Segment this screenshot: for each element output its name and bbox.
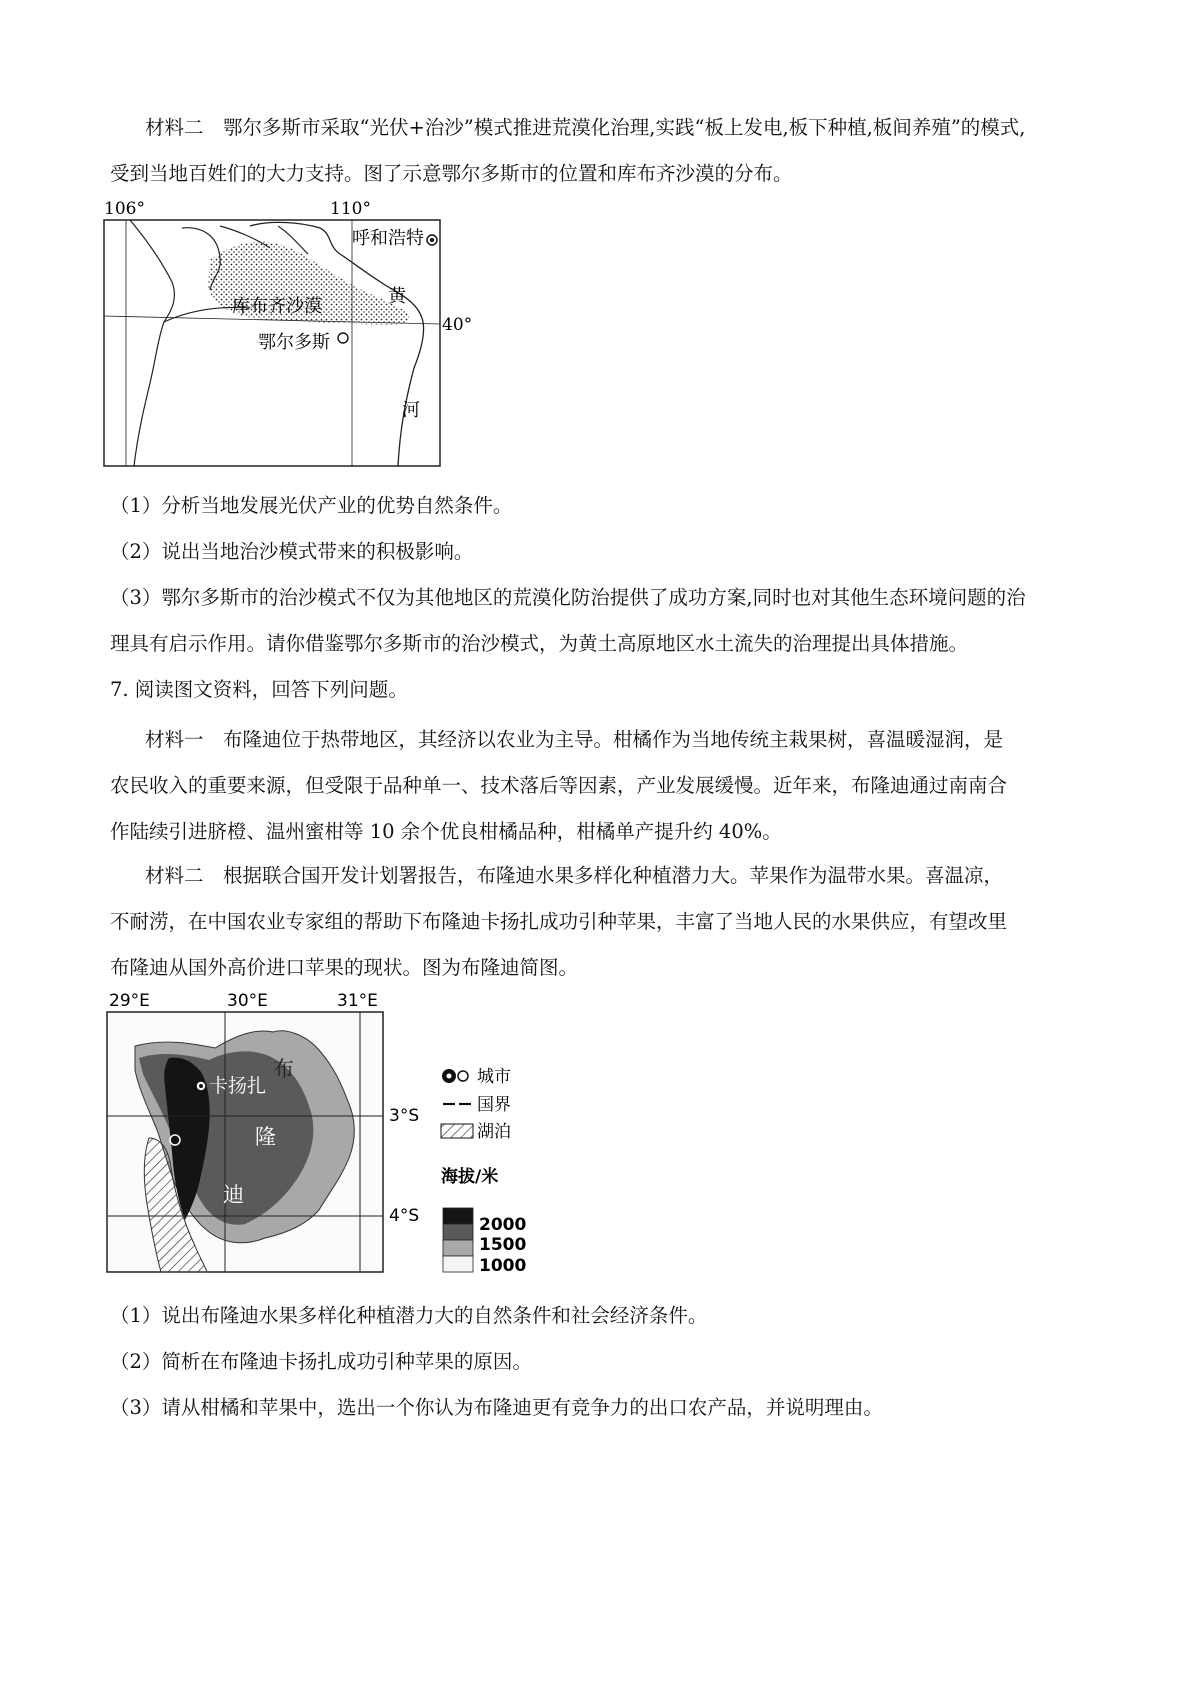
- q6-question-2: （2）说出当地治沙模式带来的积极影响。: [110, 540, 474, 563]
- q7-question-2: （2）简析在布隆迪卡扬扎成功引种苹果的原因。: [110, 1350, 532, 1373]
- legend-border-label: 国界: [477, 1095, 511, 1115]
- ordos-map-svg: [100, 198, 480, 470]
- q6-question-3-line1: （3）鄂尔多斯市的治沙模式不仅为其他地区的荒漠化防治提供了成功方案,同时也对其他生态环境问题的治: [110, 586, 1026, 609]
- legend-level-1000: 1000: [479, 1256, 527, 1276]
- q7-material2-line1: 材料二 根据联合国开发计划署报告，布隆迪水果多样化种植潜力大。苹果作为温带水果。喜温凉，: [145, 864, 1004, 887]
- country-label-1: 布: [273, 1057, 294, 1081]
- legend-swatch-top: [443, 1208, 473, 1224]
- legend-city-icon-open: [458, 1071, 468, 1081]
- west-boundary: [130, 220, 174, 466]
- hohhot-marker-dot: [430, 238, 434, 242]
- burundi-map-svg: [105, 988, 545, 1278]
- q7-title-end: 。: [388, 678, 408, 701]
- map-legend: [441, 1067, 526, 1276]
- q7-material1-line2: 农民收入的重要来源，但受限于品种单一、技术落后等因素，产业发展缓慢。近年来，布隆迪通过南南合: [110, 774, 1008, 797]
- lon-label-31e: 31°E: [337, 991, 378, 1011]
- q7-material1-line3: 作陆续引进脐橙、温州蜜柑等 10 余个优良柑橘品种，柑橘单产提升约 40%。: [110, 820, 782, 843]
- q7-title: [110, 674, 408, 702]
- q7-question-1: （1）说出布隆迪水果多样化种植潜力大的自然条件和社会经济条件。: [110, 1304, 708, 1327]
- q7-question-3: （3）请从柑橘和苹果中，选出一个你认为布隆迪更有竞争力的出口农产品，并说明理由。: [110, 1396, 883, 1419]
- kayanza-marker-dot: [199, 1084, 203, 1088]
- legend-swatch-3: [443, 1240, 473, 1256]
- q6-material2-line1: 材料二 鄂尔多斯市采取“光伏+治沙”模式推进荒漠化治理,实践“板上发电,板下种植,板间养殖”的模式,: [145, 116, 1026, 139]
- ordos-label: 鄂尔多斯: [258, 332, 330, 353]
- desert-label: 库布齐沙漠: [232, 296, 322, 317]
- river-label-he: 河: [402, 400, 420, 421]
- legend-level-1500: 1500: [479, 1235, 527, 1255]
- lat-label-3s: 3°S: [389, 1106, 420, 1126]
- legend-elevation-title: 海拔/米: [441, 1167, 499, 1187]
- q7-material2-line3: 布隆迪从国外高价进口苹果的现状。图为布隆迪简图。: [110, 956, 579, 979]
- hohhot-label: 呼和浩特: [352, 228, 424, 249]
- legend-swatch-2: [443, 1224, 473, 1240]
- legend-level-2000: 2000: [479, 1215, 527, 1235]
- lat-label-40: 40°: [442, 315, 473, 335]
- legend-city-label: 城市: [477, 1067, 511, 1087]
- river-label-huang: 黄: [388, 286, 406, 307]
- capital-marker: [170, 1135, 180, 1145]
- lon-label-110: 110°: [330, 199, 371, 219]
- ordos-marker: [338, 333, 348, 343]
- q7-material1-line1: 材料一 布隆迪位于热带地区，其经济以农业为主导。柑橘作为当地传统主栽果树，喜温暖湿润，是: [145, 728, 1004, 751]
- ordos-map: [100, 198, 480, 474]
- legend-swatch-bottom: [443, 1256, 473, 1272]
- lon-label-30e: 30°E: [227, 991, 268, 1011]
- q6-question-1: （1）分析当地发展光伏产业的优势自然条件。: [110, 494, 513, 517]
- country-label-3: 迪: [223, 1183, 244, 1207]
- q7-title-text: 7. 阅读图文资料，回答下列问题: [110, 678, 389, 701]
- lon-label-106: 106°: [104, 199, 145, 219]
- lon-label-29e: 29°E: [109, 991, 150, 1011]
- country-label-2: 隆: [255, 1125, 276, 1149]
- q7-material2-line2: 不耐涝，在中国农业专家组的帮助下布隆迪卡扬扎成功引种苹果，丰富了当地人民的水果供应，有望改里: [110, 910, 1008, 933]
- q6-question-3-line2: 理具有启示作用。请你借鉴鄂尔多斯市的治沙模式，为黄土高原地区水土流失的治理提出具体措施。: [110, 632, 969, 655]
- legend-city-icon-filled-core: [447, 1074, 452, 1079]
- legend-lake-label: 湖泊: [477, 1122, 511, 1142]
- burundi-map: [105, 988, 545, 1282]
- q6-material2-line2: 受到当地百姓们的大力支持。图了示意鄂尔多斯市的位置和库布齐沙漠的分布。: [110, 162, 793, 185]
- lat-label-4s: 4°S: [389, 1206, 420, 1226]
- kayanza-label: 卡扬扎: [209, 1075, 267, 1097]
- legend-lake-swatch: [441, 1124, 473, 1138]
